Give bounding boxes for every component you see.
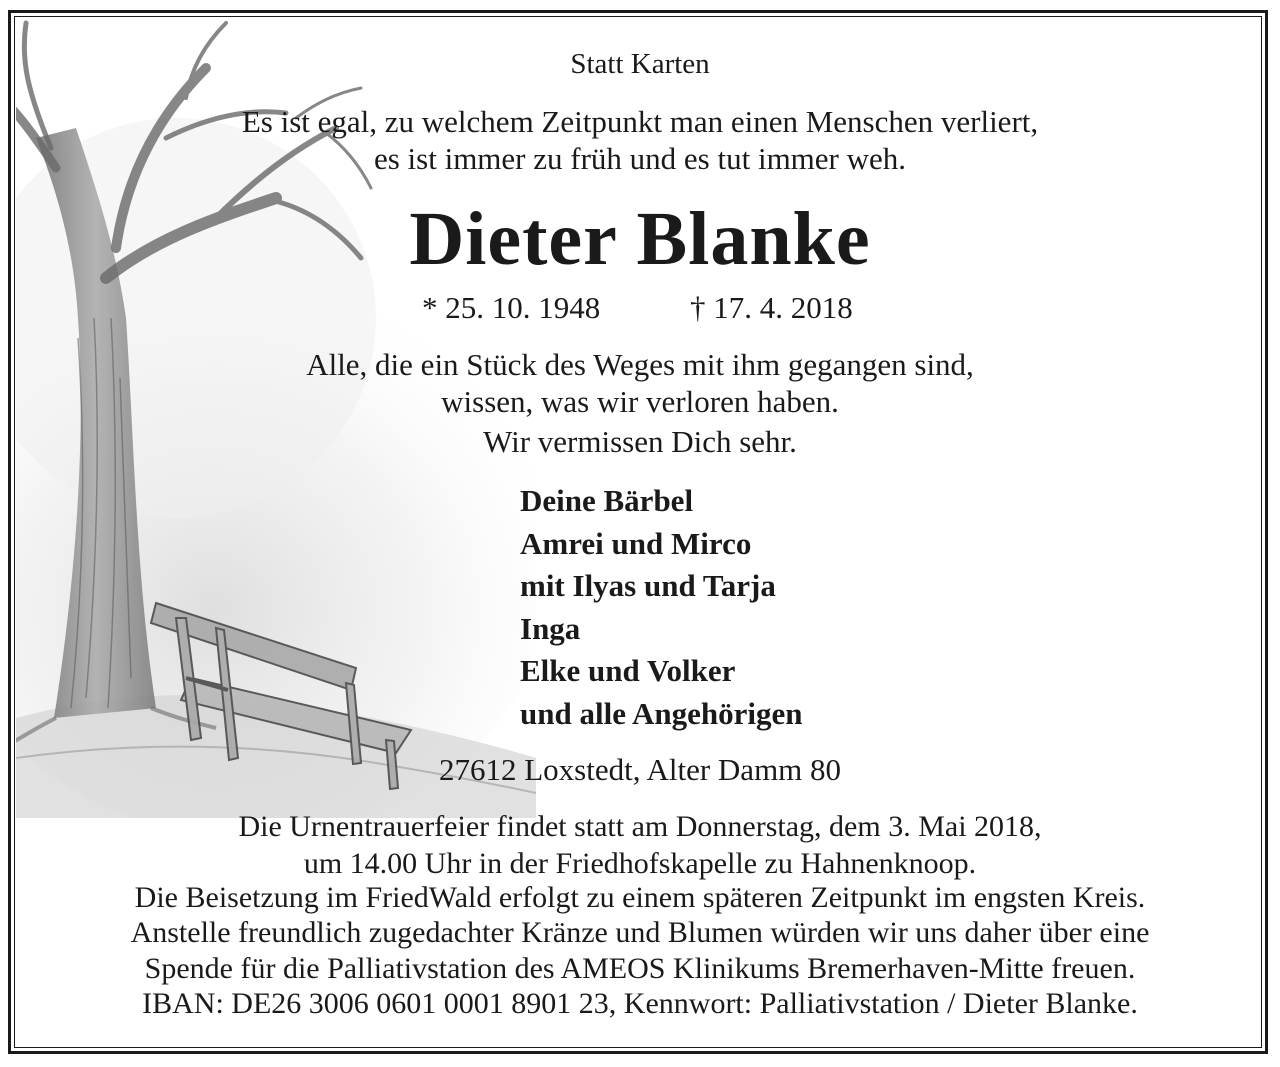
- mourner-4: Inga: [520, 610, 581, 646]
- mourners-list: [520, 480, 803, 735]
- notice-line-6: IBAN: DE26 3006 0601 0001 8901 23, Kennwort: Palliativstation / Dieter Blanke.: [142, 987, 1138, 1020]
- family-address: 27612 Loxstedt, Alter Damm 80: [438, 752, 842, 787]
- notice-line-3: Die Beisetzung im FriedWald erfolgt zu einem späteren Zeitpunkt im engsten Kreis.: [134, 881, 1146, 914]
- notice-line-5: Spende für die Palliativstation des AMEOS Klinikums Bremerhaven-Mitte freuen.: [144, 952, 1136, 985]
- death-date: † 17. 4. 2018: [690, 290, 853, 325]
- birth-date: * 25. 10. 1948: [422, 290, 601, 325]
- mourner-1: Deine Bärbel: [520, 483, 694, 518]
- mourner-2: Amrei und Mirco: [520, 525, 752, 561]
- mourner-3: mit Ilyas und Tarja: [520, 568, 776, 603]
- notice-line-4: Anstelle freundlich zugedachter Kränze und Blumen würden wir uns daher über eine: [130, 916, 1150, 949]
- quote-line-2: es ist immer zu früh und es tut immer weh.: [373, 141, 907, 176]
- header-note: Statt Karten: [570, 48, 710, 80]
- deceased-name: Dieter Blanke: [409, 197, 871, 281]
- verse-line-2: wissen, was wir verloren haben.: [441, 384, 839, 419]
- notice-line-2: um 14.00 Uhr in der Friedhofskapelle zu Hahnenknoop.: [303, 847, 977, 880]
- mourner-5: Elke und Volker: [520, 653, 736, 688]
- verse-line-1: Alle, die ein Stück des Weges mit ihm gegangen sind,: [306, 347, 974, 382]
- quote-line-1: Es ist egal, zu welchem Zeitpunkt man einen Menschen verliert,: [241, 104, 1039, 139]
- notice-line-1: Die Urnentrauerfeier findet statt am Donnerstag, dem 3. Mai 2018,: [238, 810, 1042, 843]
- verse-line-3: Wir vermissen Dich sehr.: [483, 424, 797, 459]
- mourner-6: und alle Angehörigen: [520, 695, 803, 731]
